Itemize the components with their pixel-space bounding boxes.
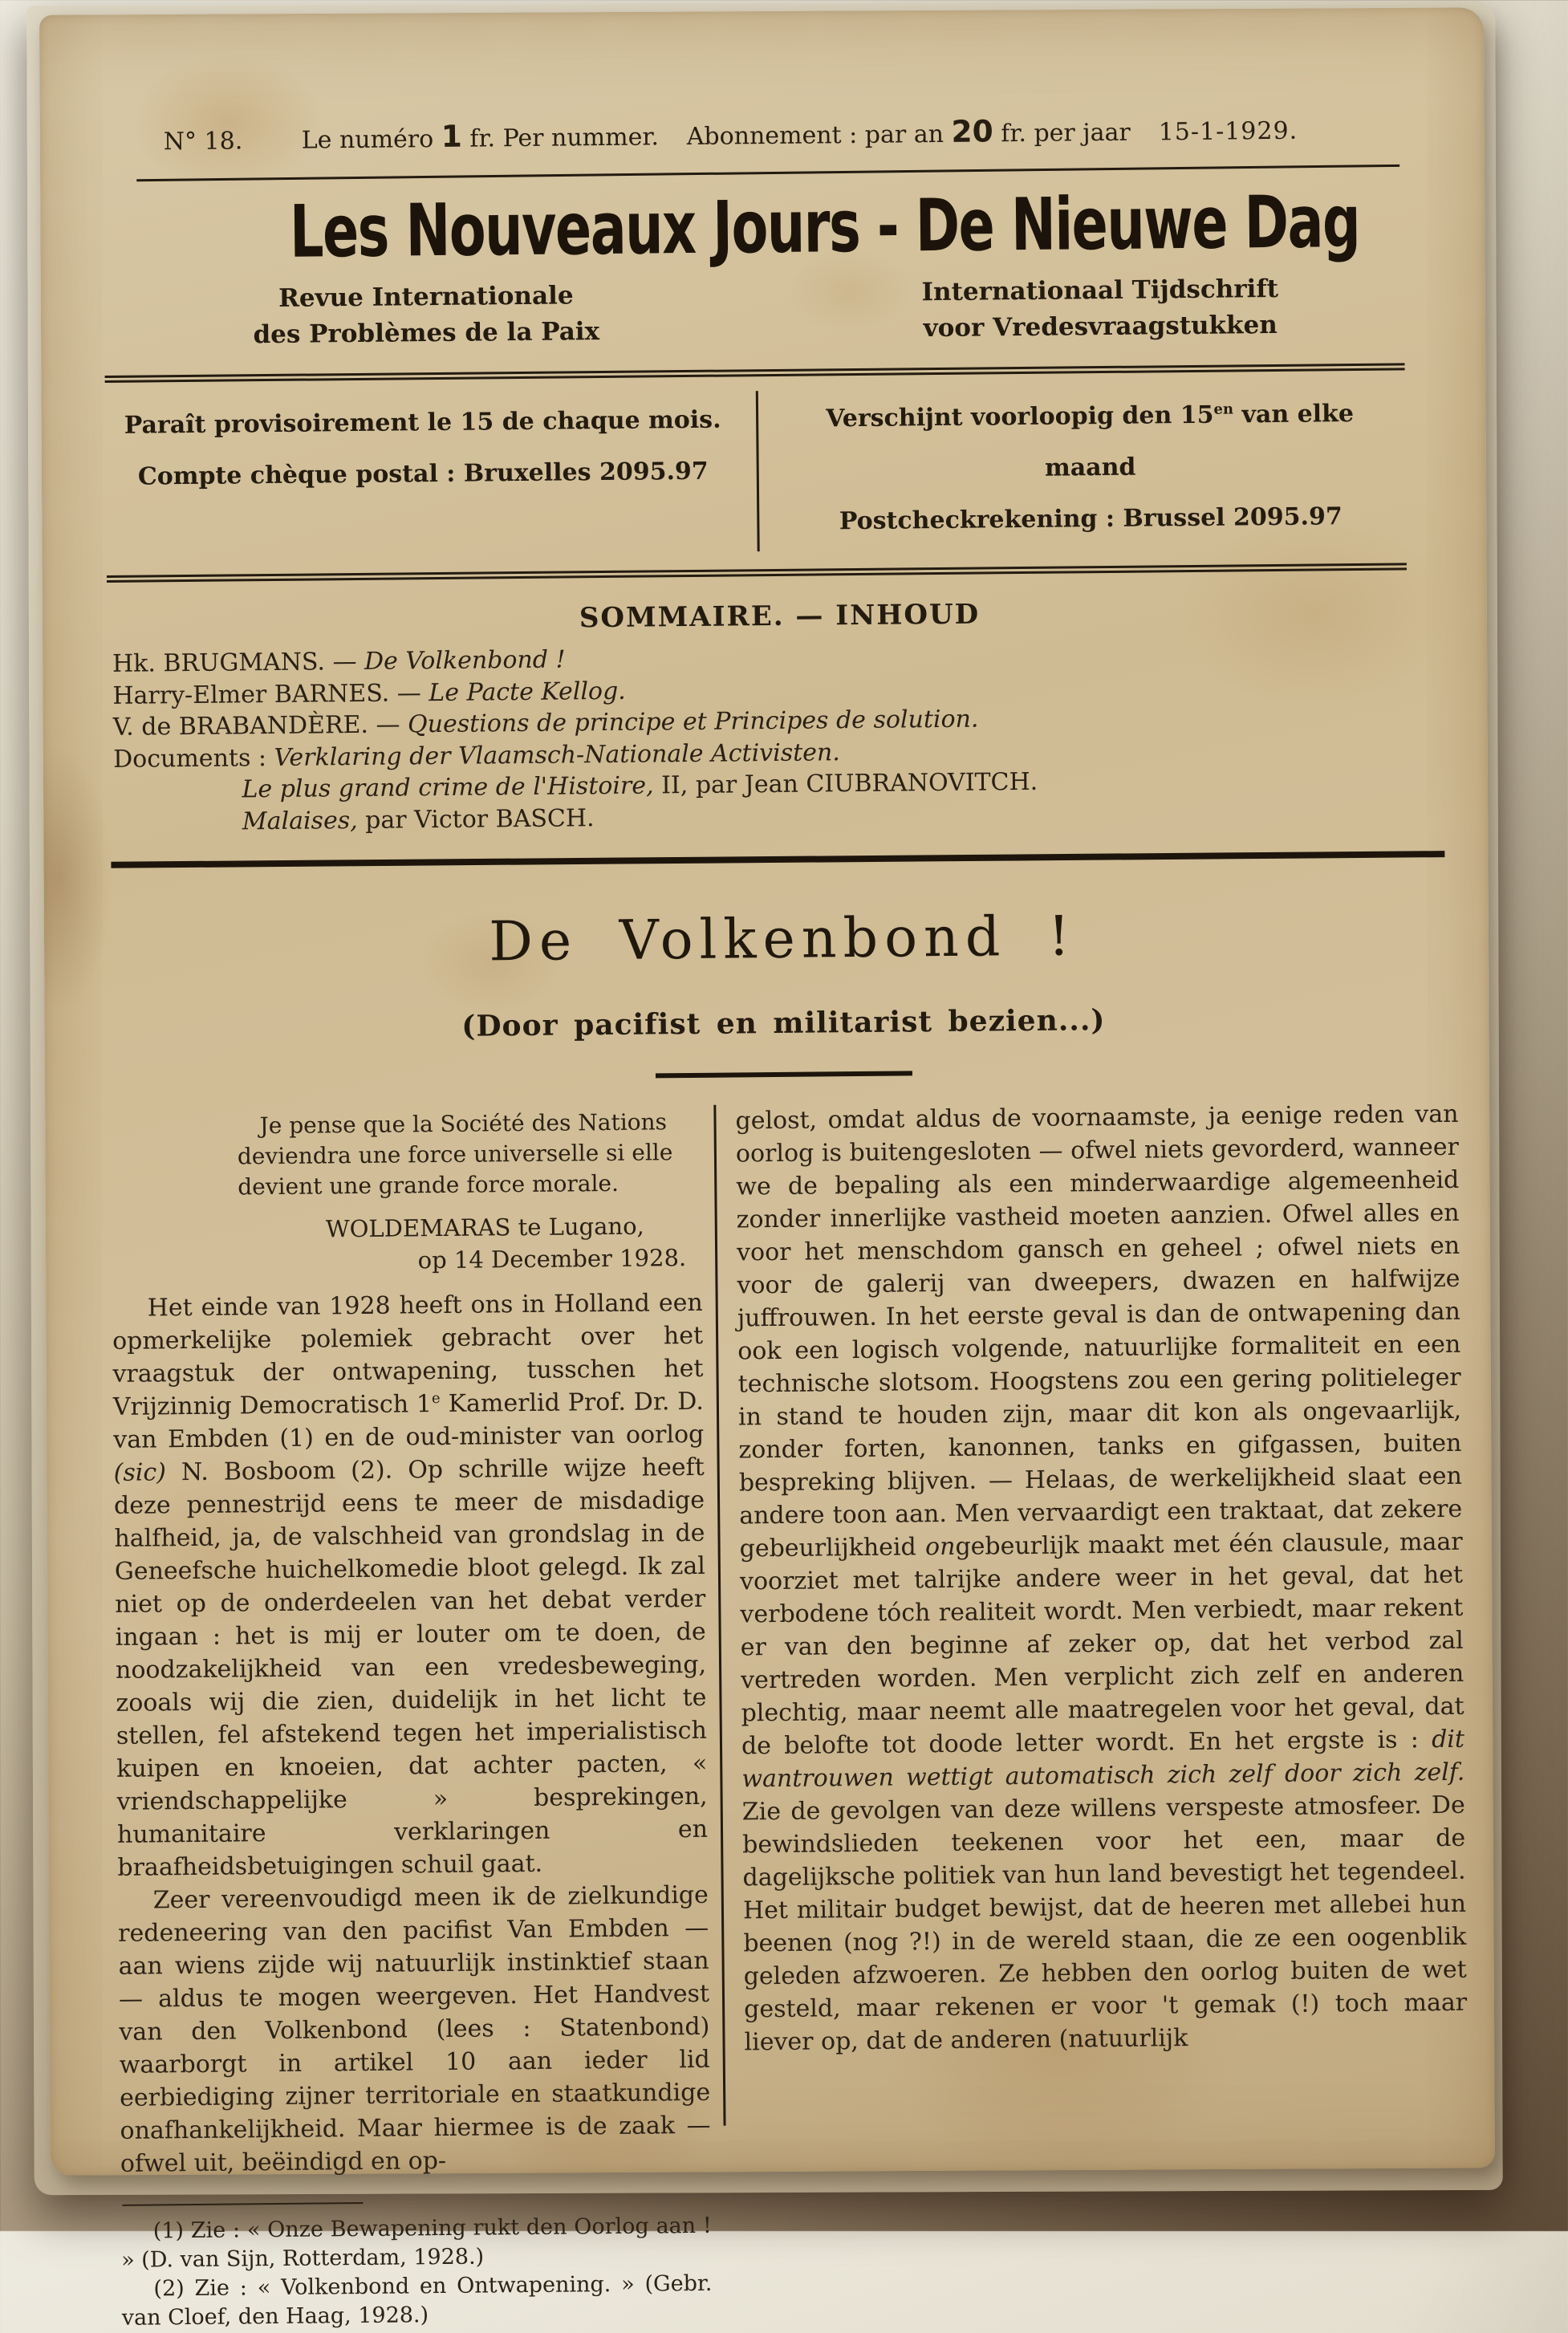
publication-info-box: [105, 363, 1407, 583]
masthead-subtitle-fr: [102, 276, 749, 355]
subtitle-fr-line1: Revue Internationale: [278, 281, 574, 313]
section-divider-rule: [111, 851, 1444, 868]
subtitle-nl-line1: Internationaal Tijdschrift: [921, 274, 1279, 307]
article-columns: [110, 1098, 1470, 2333]
info-nl-line1: Verschijnt voorloopig den $15^{en}$ van elke maand: [826, 400, 1355, 482]
left-column: [110, 1105, 725, 2333]
footnote: (2) Zie : « Volkenbond en Ontwapening. » (Gebr. van Cloef, den Haag, 1928.): [121, 2270, 713, 2331]
epigraph-attribution: [112, 1209, 703, 1279]
article-title: De Volkenbond !: [489, 904, 1077, 974]
sommaire-item: Malaises, par Victor BASCH.: [242, 803, 595, 835]
info-nl-line2: Postcheckrekening : Brussel 2095.97: [839, 502, 1343, 536]
masthead: [101, 179, 1450, 276]
epigraph-attribution-line2: op 14 December 1928.: [417, 1244, 687, 1274]
sommaire-item: Harry-Elmer BARNES. — Le Pacte Kellog.: [112, 677, 626, 710]
sommaire-item: Le plus grand crime de l'Histoire, II, par Jean CIUBRANOVITCH.: [242, 767, 1038, 804]
paragraph: Zeer vereenvoudigd meen ik de zielkundige redeneering van den pacifist Van Embden — aan wiens zijde wij natuurlijk instinktief staan — aldus te mogen weergeven. Het Handvest van den Volkenbond (lees : Statenbond) waarborgt in artikel 10 aan ieder lid eerbiediging zijner territoriale en staatkundige onafhankelijkheid. Maar hiermee is de zaak — ofwel uit, beëindigd en op-: [118, 1880, 711, 2178]
footnotes: [121, 2212, 713, 2333]
subscription-note: Abonnement : par an 20 fr. per jaar: [686, 113, 1131, 151]
masthead-subtitles: [102, 270, 1451, 355]
page-content: [100, 5, 1468, 2331]
epigraph: Je pense que la Société des Nations deviendra une force universelle si elle devient une grande force morale.: [237, 1108, 673, 1201]
footnote: (1) Zie : « Onze Bewapening rukt den Oorlog aan ! » (D. van Sijn, Rotterdam, 1928.): [120, 2213, 712, 2273]
sommaire-item: Documents : Verklaring der Vlaamsch-Nationale Activisten.: [112, 738, 840, 774]
masthead-subtitle-nl: [749, 270, 1451, 348]
price-note: Le numéro 1 fr. Per nummer.: [301, 118, 660, 155]
sommaire-heading: SOMMAIRE. — INHOUD: [579, 598, 981, 635]
paragraph: Het einde van 1928 heeft ons in Holland een opmerkelijke polemiek gebracht over het vraagstuk der ontwapening, tusschen het Vrijzinnig Democratisch 1e Kamerlid Prof. Dr. D. van Embden (1) en de oud-minister van oorlog (sic) N. Bosboom (2). Op schrille wijze heeft deze pennestrijd eens te meer de misdadige halfheid, ja, de valschheid van grondslag in de Geneefsche huichelkomedie bloot gelegd. Ik zal niet op de onderdeelen van het debat verder ingaan : het is mij er louter om te doen, de noodzakelijkheid van een vredesbeweging, zooals wij die zien, duidelijk in het licht te stellen, fel afstekend tegen het imperialistisch kuipen en knoeien, dat achter pacten, « vriendschappelijke » besprekingen, humanitaire verklaringen en braafheidsbetuigingen schuil gaat.: [112, 1288, 709, 1882]
subtitle-nl-line2: voor Vredesvraagstukken: [923, 310, 1278, 343]
masthead-title: Les Nouveaux Jours - De Nieuwe Dag: [289, 179, 1360, 274]
issue-date: 15-1-1929.: [1158, 116, 1298, 147]
info-fr-line1: Paraît provisoirement le 15 de chaque mois.: [124, 405, 721, 440]
sommaire-list: [106, 636, 1456, 839]
paragraph: gelost, omdat aldus de voornaamste, ja eenige reden van oorlog is buitengesloten — ofwel niets gevorderd, wanneer we de bepaling als een minderwaardige algemeenheid zonder innerlijke vastheid moeten aanzien. Ofwel alles en voor het menschdom gansch en geheel ; ofwel niets en voor de galerij van dweepers, dwazen en halfwijze juffrouwen. In het eerste geval is dan de ontwapening dan ook een logisch volgende, natuurlijke formaliteit en een technische slotsom. Hoogstens zou een gering politieleger in stand te houden zijn, maar dit kon als ongevaarlijk, zonder forten, kanonnen, tanks en gifgassen, buiten bespreking blijven. — Helaas, de werkelijkheid slaat een andere toon aan. Men vervaardigt een traktaat, dat zekere gebeurlijkheid ongebeurlijk maakt met één clausule, maar voorziet met talrijke andere weer in het geval, dat het verbodene tóch realiteit wordt. Men verbiedt, maar rekent er van den beginne af zeker op, dat het verbod zal vertreden worden. Men verplicht zich zelf en anderen plechtig, maar neemt alle maatregelen voor het geval, dat de belofte tot doode letter wordt. En het ergste is : dit wantrouwen wettigt automatisch zich zelf door zich zelf. Zie de gevolgen van deze willens verspeste atmosfeer. De bewindslieden teekenen voor het een, maar de dagelijksche politiek van hun land bevestigt het tegendeel. Het militair budget bewijst, dat de heeren met allebei hun beenen (nog ?!) in de wereld staan, die ze een oogenblik geleden afzwoeren. Ze hebben den oorlog buiten de wet gesteld, maar rekenen er voor 't gemak (!) toch maar liever op, dat de anderen (natuurlijk: [735, 1099, 1468, 2057]
subtitle-fr-line2: des Problèmes de la Paix: [253, 317, 600, 350]
info-dutch: [758, 384, 1407, 551]
issue-number: N° 18.: [163, 127, 243, 156]
article-subtitle: (Door pacifist en militarist bezien...): [461, 1003, 1106, 1043]
paper-sheet: [39, 7, 1495, 2331]
right-column: [716, 1098, 1467, 2059]
sommaire-item: V. de BRABANDÈRE. — Questions de principe et Principes de solution.: [112, 705, 979, 742]
info-fr-line2: Compte chèque postal : Bruxelles 2095.97: [137, 457, 709, 491]
info-french: [105, 391, 760, 558]
sommaire-item: Hk. BRUGMANS. — De Volkenbond !: [112, 645, 566, 678]
page-header: [101, 113, 1449, 170]
footnote-divider: [122, 2202, 363, 2206]
article-title-rule: [656, 1071, 912, 1078]
epigraph-attribution-line1: WOLDEMARAS te Lugano,: [325, 1212, 644, 1243]
